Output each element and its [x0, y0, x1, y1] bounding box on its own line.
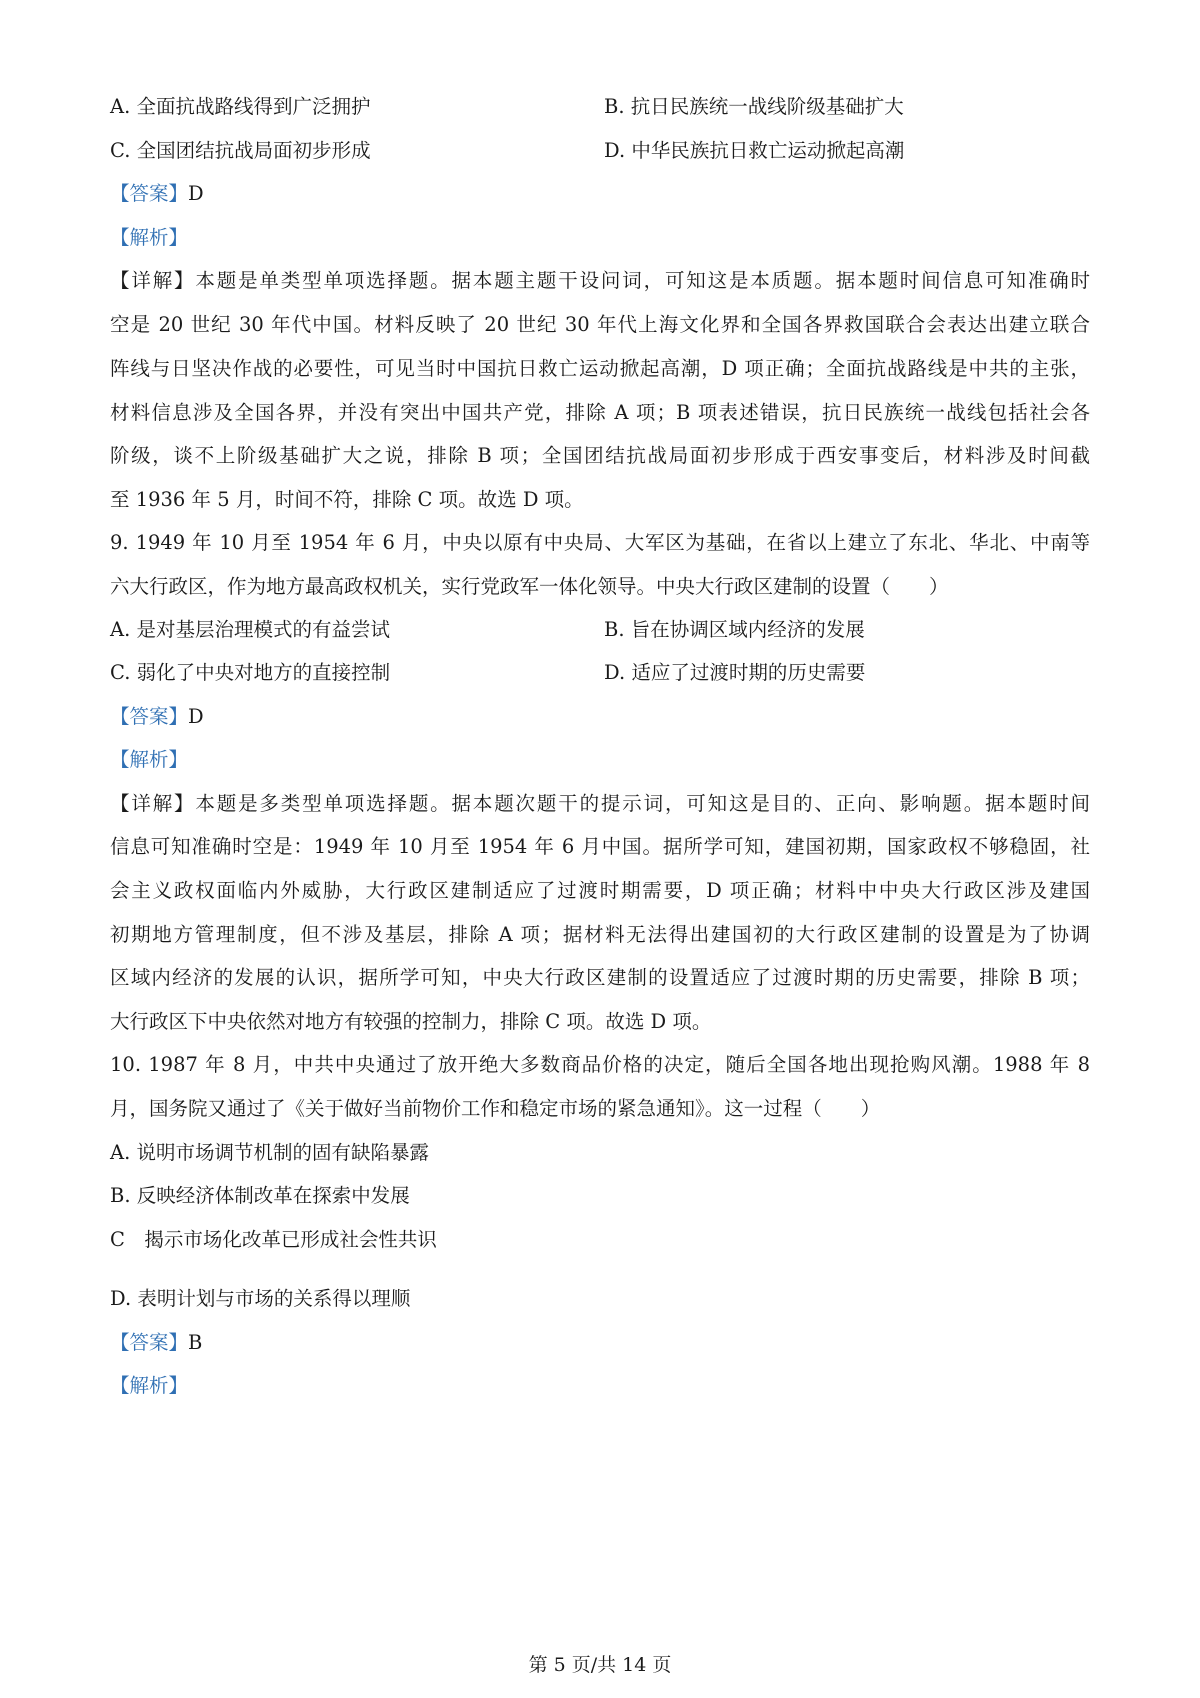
q8-detail-line: 【详解】本题是单类型单项选择题。据本题主题干设问词，可知这是本质题。据本题时间信息可知准确时 [110, 269, 1090, 292]
answer-value: D [188, 705, 204, 728]
q10-option-a: A. 说明市场调节机制的固有缺陷暴露 [110, 1141, 429, 1164]
q9-option-a: A. 是对基层治理模式的有益尝试 [110, 618, 390, 641]
q9-analysis-tag: 【解析】 [110, 748, 189, 771]
page-number: 第 5 页/共 14 页 [528, 1654, 672, 1676]
q9-detail-line: 会主义政权面临内外威胁，大行政区建制适应了过渡时期需要，D 项正确；材料中中央大行政区涉及建国 [110, 879, 1090, 902]
q9-detail-line: 信息可知准确时空是：1949 年 10 月至 1954 年 6 月中国。据所学可知，建国初期，国家政权不够稳固，社 [110, 835, 1090, 858]
q10-stem-line: 月，国务院又通过了《关于做好当前物价工作和稳定市场的紧急通知》。这一过程（ ） [110, 1097, 881, 1120]
q9-option-b: B. 旨在协调区域内经济的发展 [604, 618, 865, 641]
q9-option-c: C. 弱化了中央对地方的直接控制 [110, 661, 391, 684]
answer-tag: 【答案】 [110, 705, 189, 728]
q10-option-b: B. 反映经济体制改革在探索中发展 [110, 1184, 410, 1207]
answer-value: D [188, 182, 204, 205]
answer-tag: 【答案】 [110, 1331, 189, 1354]
q10-option-c: C 揭示市场化改革已形成社会性共识 [110, 1228, 437, 1251]
q10-answer [110, 1330, 202, 1356]
q10-option-d: D. 表明计划与市场的关系得以理顺 [110, 1287, 411, 1310]
q8-option-b: B. 抗日民族统一战线阶级基础扩大 [604, 95, 904, 118]
q8-detail-line: 阶级，谈不上阶级基础扩大之说，排除 B 项；全国团结抗战局面初步形成于西安事变后，材料涉及时间截 [110, 444, 1090, 467]
q10-stem-line: 10. 1987 年 8 月，中共中央通过了放开绝大多数商品价格的决定，随后全国各地出现抢购风潮。1988 年 8 [110, 1053, 1090, 1076]
q8-analysis-tag: 【解析】 [110, 226, 189, 249]
q8-option-c: C. 全国团结抗战局面初步形成 [110, 139, 371, 162]
q10-analysis-tag: 【解析】 [110, 1374, 189, 1397]
q8-detail-line: 材料信息涉及全国各界，并没有突出中国共产党，排除 A 项；B 项表述错误，抗日民族统一战线包括社会各 [110, 401, 1090, 424]
q8-detail-line: 空是 20 世纪 30 年代中国。材料反映了 20 世纪 30 年代上海文化界和全国各界救国联合会表达出建立联合 [110, 313, 1090, 336]
q9-answer [110, 704, 204, 730]
q8-option-a: A. 全面抗战路线得到广泛拥护 [110, 95, 371, 118]
q8-answer [110, 181, 204, 207]
q9-stem-line: 9. 1949 年 10 月至 1954 年 6 月，中央以原有中央局、大军区为基础，在省以上建立了东北、华北、中南等 [110, 531, 1090, 554]
q9-detail-line: 【详解】本题是多类型单项选择题。据本题次题干的提示词，可知这是目的、正向、影响题。据本题时间 [110, 792, 1090, 815]
q8-option-d: D. 中华民族抗日救亡运动掀起高潮 [604, 139, 905, 162]
answer-tag: 【答案】 [110, 182, 189, 205]
q8-detail-line: 至 1936 年 5 月，时间不符，排除 C 项。故选 D 项。 [110, 488, 584, 511]
q9-detail-line: 区域内经济的发展的认识，据所学可知，中央大行政区建制的设置适应了过渡时期的历史需要，排除 B 项； [110, 966, 1090, 989]
answer-value: B [188, 1331, 203, 1354]
q9-detail-line: 初期地方管理制度，但不涉及基层，排除 A 项；据材料无法得出建国初的大行政区建制的设置是为了协调 [110, 923, 1090, 946]
q9-stem-line: 六大行政区，作为地方最高政权机关，实行党政军一体化领导。中央大行政区建制的设置（ ） [110, 575, 949, 598]
q9-option-d: D. 适应了过渡时期的历史需要 [604, 661, 866, 684]
q8-detail-line: 阵线与日坚决作战的必要性，可见当时中国抗日救亡运动掀起高潮，D 项正确；全面抗战路线是中共的主张， [110, 357, 1090, 380]
q9-detail-line: 大行政区下中央依然对地方有较强的控制力，排除 C 项。故选 D 项。 [110, 1010, 712, 1033]
